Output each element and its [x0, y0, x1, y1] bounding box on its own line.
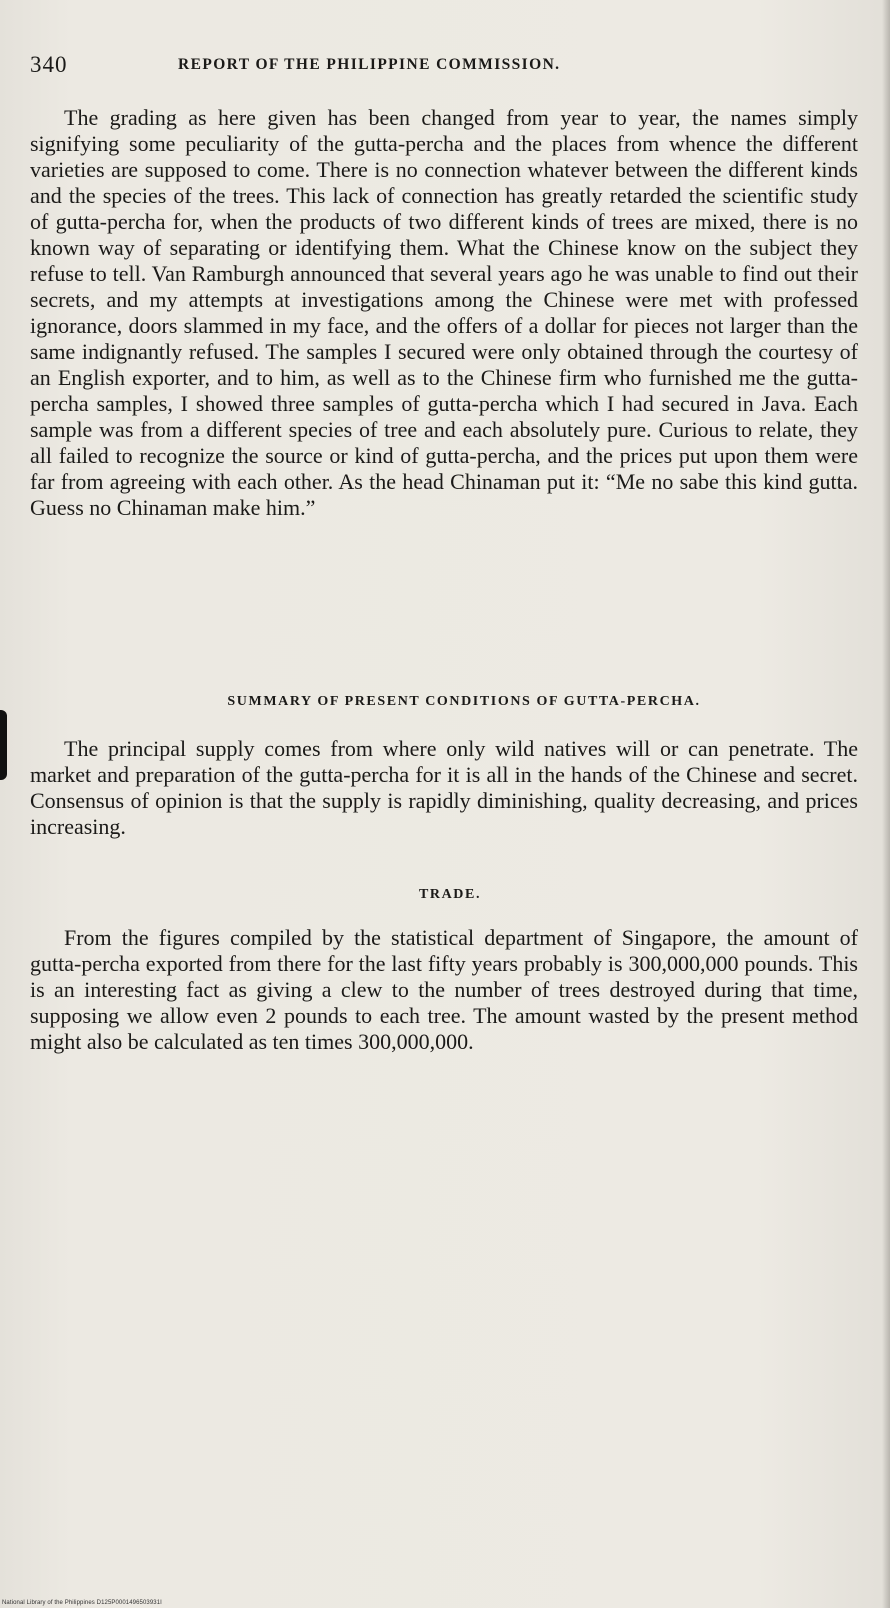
page-edge-shadow: [882, 0, 890, 1608]
library-credit: National Library of the Philippines D125P0001496503931I: [2, 1600, 162, 1606]
paragraph-grading: The grading as here given has been changed from year to year, the names simply signifying some peculiarity of the gutta-percha and the places from whence the different varieties are supposed to come. There is no connection whatever between the different kinds and the species of the trees. This lack of connection has greatly retarded the scientific study of gutta-percha for, when the products of two different kinds of trees are mixed, there is no known way of separating or identifying them. What the Chinese know on the subject they refuse to tell. Van Ramburgh announced that several years ago he was unable to find out their secrets, and my attempts at investigations among the Chinese were met with professed ignorance, doors slammed in my face, and the offers of a dollar for pieces not larger than the same indignantly refused. The samples I secured were only obtained through the courtesy of an English exporter, and to him, as well as to the Chinese firm who furnished me the gutta-percha samples, I showed three samples of gutta-percha which I had secured in Java. Each sample was from a different species of tree and each absolutely pure. Curious to relate, they all failed to recognize the source or kind of gutta-percha, and the prices put upon them were far from agreeing with each other. As the head Chinaman put it: “Me no sabe this kind gutta. Guess no Chinaman make him.”: [30, 105, 858, 520]
heading-summary: SUMMARY OF PRESENT CONDITIONS OF GUTTA-PERCHA.: [227, 694, 701, 709]
scan-edge-mark: [0, 710, 7, 780]
page-header: [30, 52, 858, 82]
paragraph-summary: The principal supply comes from where only wild natives will or can penetrate. The market and preparation of the gutta-percha for it is all in the hands of the Chinese and secret. Consensus of opinion is that the supply is rapidly diminishing, quality decreasing, and prices increasing.: [30, 736, 858, 839]
running-title: REPORT OF THE PHILIPPINE COMMISSION.: [178, 56, 561, 73]
heading-trade: TRADE.: [418, 887, 482, 902]
page-number: 340: [30, 52, 68, 77]
paragraph-trade: From the figures compiled by the statistical department of Singapore, the amount of gutta-percha exported from there for the last fifty years probably is 300,000,000 pounds. This is an interesting fact as giving a clew to the number of trees destroyed during that time, supposing we allow even 2 pounds to each tree. The amount wasted by the present method might also be calculated as ten times 300,000,000.: [30, 925, 858, 1054]
